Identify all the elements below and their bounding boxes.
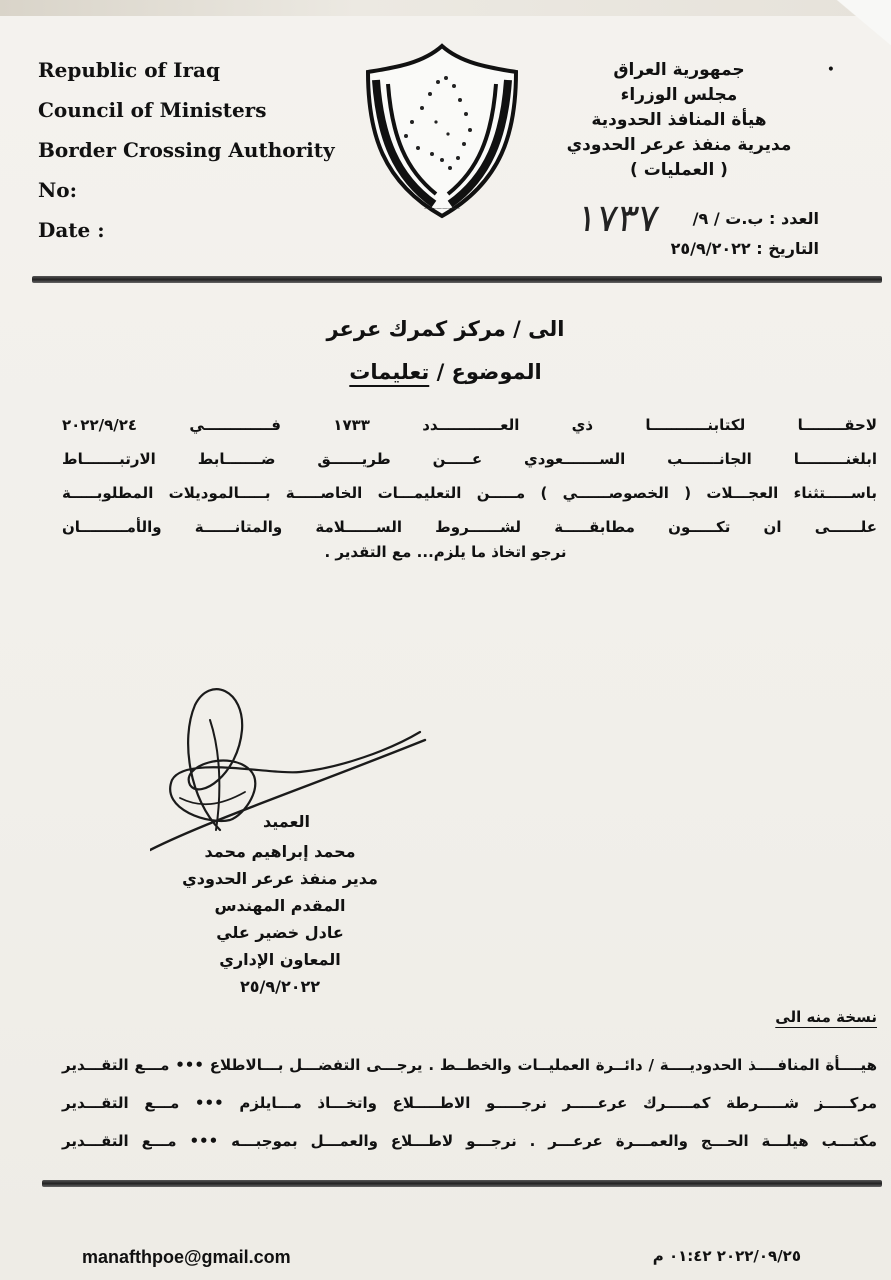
- en-authority: Border Crossing Authority: [38, 138, 335, 162]
- header-divider: [32, 276, 882, 283]
- ar-directorate: مديرية منفذ عرعر الحدودي: [566, 135, 792, 155]
- svg-text:——————: ——————: [424, 205, 460, 212]
- signatory-rank: العميد: [262, 812, 310, 831]
- ar-council: مجلس الوزراء: [620, 85, 738, 105]
- engineer-name: عادل خضير علي: [216, 923, 344, 942]
- footer-timestamp: ٢٠٢٢/٠٩/٢٥ ٠١:٤٢ م: [652, 1247, 801, 1265]
- engineer-rank: المقدم المهندس: [214, 896, 346, 915]
- signatory-title: مدير منفذ عرعر الحدودي: [182, 869, 378, 888]
- en-no-label: No:: [38, 178, 78, 202]
- signatory-name: محمد إبراهيم محمد: [204, 842, 356, 861]
- ar-republic: جمهورية العراق: [613, 60, 745, 80]
- scan-corner: [811, 0, 891, 45]
- subject-prefix: الموضوع /: [436, 360, 542, 384]
- subject-value: تعليمات: [349, 360, 430, 384]
- handwritten-number: ١٧٣٧: [574, 196, 663, 240]
- copy-item: مكتـــب هيلـــة الحـــج والعمـــرة عرعـــر . نرجـــو لاطـــلاع والعمـــل بموجبـــه ••• مـــع التقـــدير: [62, 1132, 877, 1150]
- en-council: Council of Ministers: [38, 98, 267, 122]
- addressee: الى / مركز كمرك عرعر: [326, 317, 565, 341]
- scan-top-edge: [0, 0, 891, 16]
- copy-to-list: [62, 1046, 877, 1160]
- copy-item: هيــــأة المنافــــذ الحدوديــــة / دائــرة العمليــات والخطــط . يرجـــى التفضـــل بـــالاطلاع ••• مـــع التقـــدير: [62, 1056, 877, 1074]
- english-letterhead: [38, 56, 338, 256]
- copy-item: مركـــــز شـــــرطة كمـــــرك عرعـــــر نرجـــــو الاطـــــلاع واتخـــاذ مـــايلزم ••• مـــع التقـــدير: [62, 1094, 877, 1112]
- body-line: ابلغنـــــــــا الجانـــــــب الســـــــعودي عـــــن طريــــــق ضـــــــابط الارتبـــــــاط: [62, 450, 877, 468]
- en-date-label: Date :: [38, 218, 105, 242]
- copy-to-title: نسخة منه الى: [775, 1008, 877, 1026]
- footer-divider: [42, 1180, 882, 1187]
- letter-body: [62, 408, 877, 544]
- closing-line: نرجو اتخاذ ما يلزم... مع التقدير .: [324, 543, 567, 561]
- body-line: علــــــى ان تكـــــون مطابقـــــة لشــــــروط الســــــلامة والمتانــــــة والأمـــــــــان: [62, 518, 877, 536]
- body-line: باســـــتثناء العجـــلات ( الخصوصــــــي ) مـــــن التعليمـــات الخاصـــــة بـــــالموديلات المطلوبـــــة: [62, 484, 877, 502]
- ar-authority: هيأة المنافذ الحدودية: [591, 110, 767, 130]
- ar-department: ( العمليات ): [630, 160, 728, 180]
- ar-number-line: العدد : ب.ت / ٩/: [692, 209, 819, 228]
- subject-line: [0, 360, 891, 384]
- body-line: لاحقــــــــا لكتابنـــــــــــا ذي العــــــــــــدد ١٧٣٣ فـــــــــــــي ٢٠٢٢/٩/٢٤: [62, 416, 878, 434]
- footer-email: manafthpoe@gmail.com: [82, 1247, 291, 1267]
- signature-block: [170, 808, 390, 1000]
- signature-date: ٢٥/٩/٢٠٢٢: [239, 977, 321, 996]
- ar-date-line: التاريخ : ٢٥/٩/٢٠٢٢: [670, 239, 819, 258]
- header-bullet: •: [826, 62, 835, 78]
- arabic-letterhead: [539, 58, 819, 183]
- border-authority-emblem-icon: [362, 42, 522, 220]
- engineer-title: المعاون الإداري: [219, 950, 341, 969]
- arabic-reference: [519, 204, 819, 264]
- en-republic: Republic of Iraq: [38, 58, 220, 82]
